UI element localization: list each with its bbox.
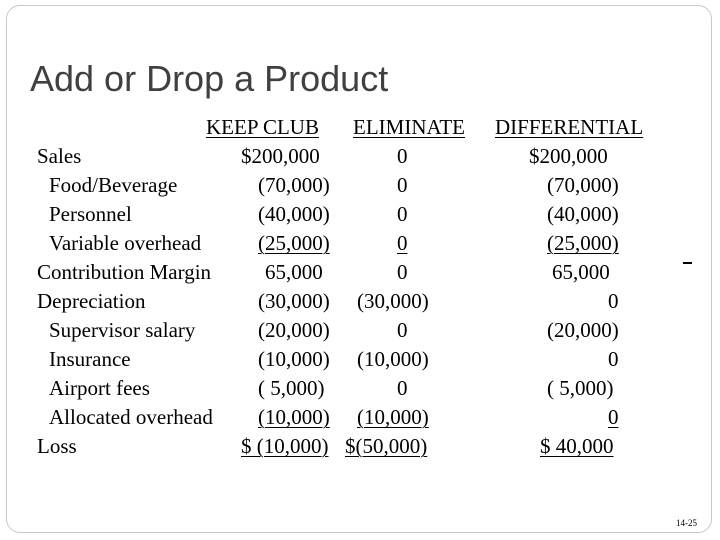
slide-number: 14-25 — [676, 518, 697, 528]
slide-title: Add or Drop a Product — [30, 58, 389, 99]
cell-differential-food-beverage: (70,000) — [547, 173, 619, 197]
cell-keep-variable-overhead: (25,000) — [258, 231, 330, 255]
cell-keep-insurance: (10,000) — [258, 347, 330, 371]
cell-keep-supervisor-salary: (20,000) — [258, 318, 330, 342]
header-keep-club: KEEP CLUB — [206, 115, 319, 139]
cell-differential-variable-overhead: (25,000) — [547, 231, 619, 255]
row-label-insurance: Insurance — [49, 347, 131, 371]
cell-differential-personnel: (40,000) — [547, 202, 619, 226]
cell-differential-loss: $ 40,000 — [540, 434, 614, 458]
cell-keep-food-beverage: (70,000) — [258, 173, 330, 197]
row-label-supervisor-salary: Supervisor salary — [49, 318, 196, 342]
cell-eliminate-allocated-overhead: (10,000) — [357, 405, 429, 429]
row-label-sales: Sales — [37, 144, 82, 168]
dash-mark — [683, 262, 692, 264]
cell-keep-allocated-overhead: (10,000) — [258, 405, 330, 429]
row-label-personnel: Personnel — [49, 202, 132, 226]
row-label-variable-overhead: Variable overhead — [49, 231, 202, 255]
cell-eliminate-loss: $(50,000) — [345, 434, 428, 458]
cell-eliminate-supervisor-salary: 0 — [397, 318, 408, 342]
header-eliminate: ELIMINATE — [353, 115, 465, 139]
cell-eliminate-sales: 0 — [397, 144, 408, 168]
header-differential: DIFFERENTIAL — [495, 115, 644, 139]
cell-differential-depreciation: 0 — [608, 289, 619, 313]
cell-eliminate-variable-overhead: 0 — [397, 231, 408, 255]
cell-eliminate-food-beverage: 0 — [397, 173, 408, 197]
row-label-airport-fees: Airport fees — [49, 376, 150, 400]
cell-keep-loss: $ (10,000) — [241, 434, 329, 458]
row-label-loss: Loss — [37, 434, 77, 458]
cell-differential-airport-fees: ( 5,000) — [547, 376, 614, 400]
cell-eliminate-personnel: 0 — [397, 202, 408, 226]
cell-keep-contribution-margin: 65,000 — [265, 260, 323, 284]
cell-keep-depreciation: (30,000) — [258, 289, 330, 313]
cell-eliminate-depreciation: (30,000) — [357, 289, 429, 313]
cell-eliminate-contribution-margin: 0 — [397, 260, 408, 284]
cell-keep-airport-fees: ( 5,000) — [258, 376, 325, 400]
cell-differential-supervisor-salary: (20,000) — [547, 318, 619, 342]
cell-eliminate-insurance: (10,000) — [357, 347, 429, 371]
cell-keep-sales: $200,000 — [241, 144, 320, 168]
cell-differential-allocated-overhead: 0 — [608, 405, 619, 429]
cell-eliminate-airport-fees: 0 — [397, 376, 408, 400]
cell-differential-contribution-margin: 65,000 — [552, 260, 610, 284]
row-label-food-beverage: Food/Beverage — [49, 173, 178, 197]
cell-keep-personnel: (40,000) — [258, 202, 330, 226]
cell-differential-insurance: 0 — [608, 347, 619, 371]
cell-differential-sales: $200,000 — [529, 144, 608, 168]
row-label-depreciation: Depreciation — [37, 289, 146, 313]
row-label-allocated-overhead: Allocated overhead — [49, 405, 213, 429]
row-label-contribution-margin: Contribution Margin — [37, 260, 212, 284]
